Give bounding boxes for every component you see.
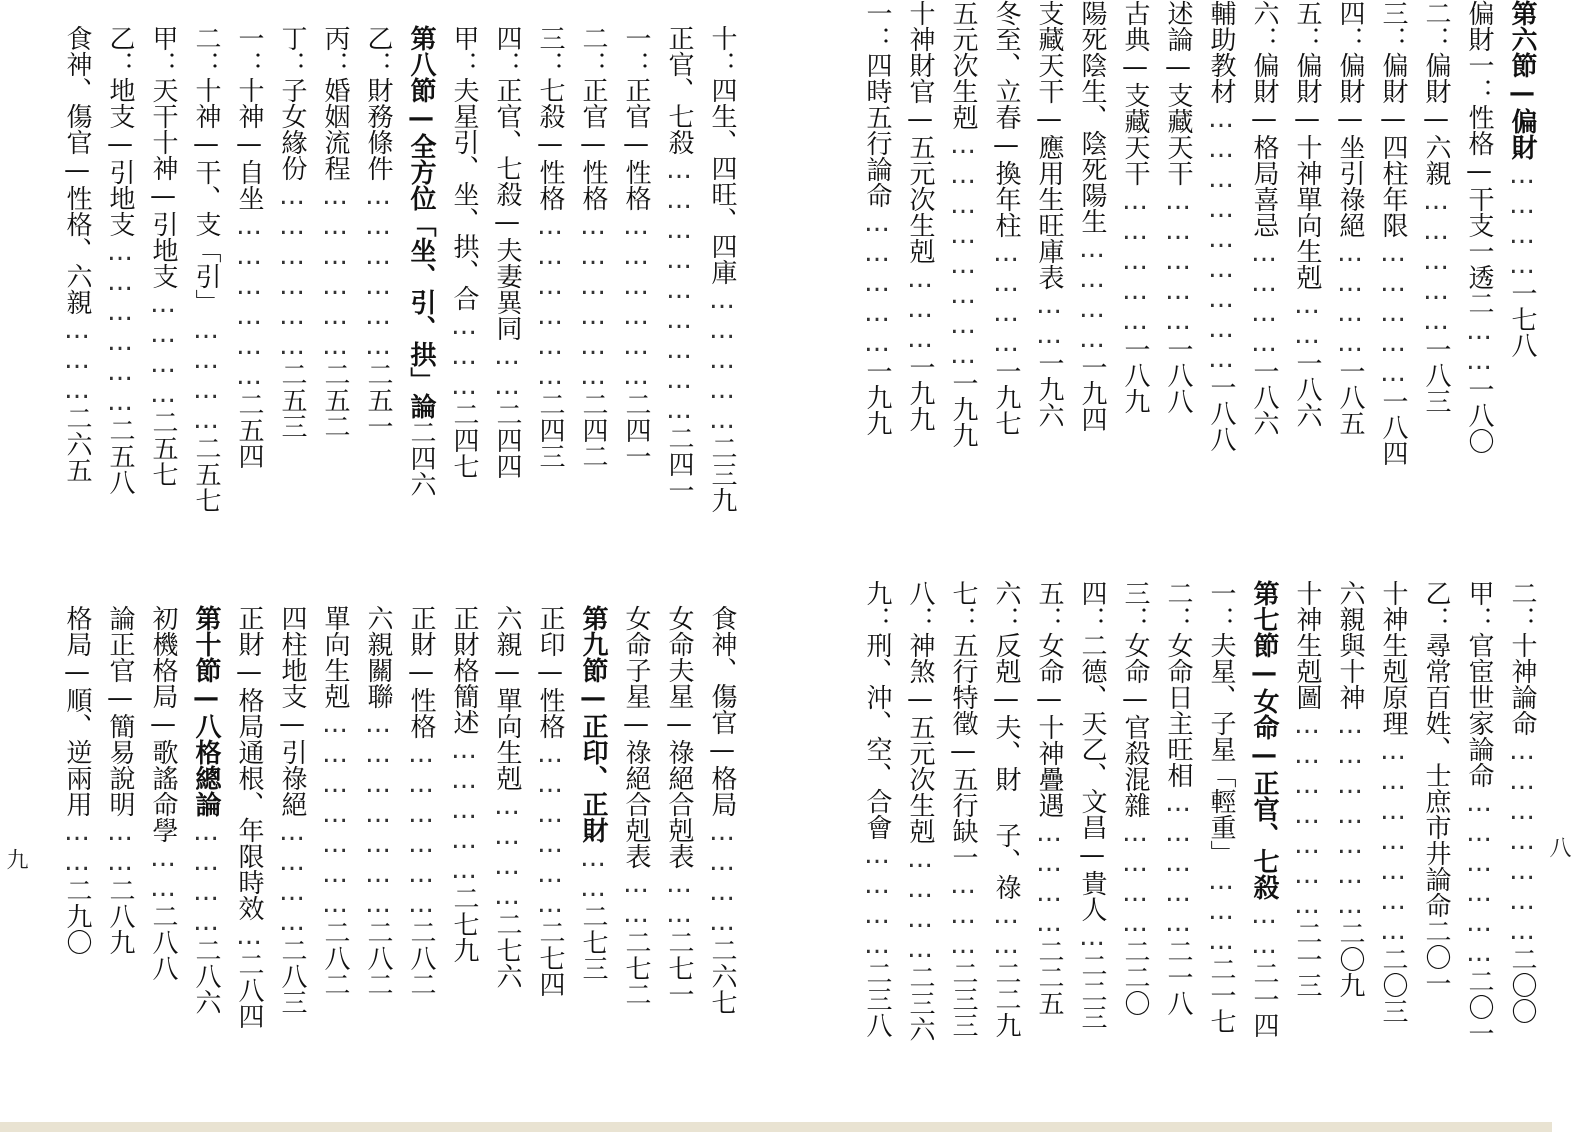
toc-entry-page-number: 二二五 (1034, 938, 1064, 1016)
toc-entry-leader: …… (578, 843, 608, 903)
toc-entry-page-number: 二八三 (277, 937, 307, 1015)
toc-entry-page-number: 二八九 (105, 877, 135, 955)
toc-entry (1504, 580, 1540, 1110)
toc-entry-title: 五元次生剋 (948, 0, 978, 130)
toc-entry-title: 輔助教材 (1206, 0, 1236, 104)
toc-entry-leader: …………… (862, 208, 892, 358)
toc-entry-leader: …………… (1163, 186, 1193, 336)
toc-entry-leader: ……………… (320, 181, 350, 361)
toc-entry (489, 25, 525, 550)
toc-entry-title: 初機格局—歌謠命學 (148, 605, 178, 843)
toc-entry-title: 二：正官—性格 (578, 25, 608, 211)
toc-entry-page-number: 二〇〇 (1507, 946, 1537, 1024)
toc-entry-title: 女命子星—祿絕合剋表 (621, 605, 651, 869)
toc-entry (1289, 580, 1325, 1110)
toc-entry-leader: ……………… (234, 211, 264, 391)
toc-entry-title: 陽死陰生、陰死陽生 (1077, 0, 1107, 234)
page-folio-right: 八 (1546, 836, 1571, 858)
toc-entry-title: 乙：地支—引地支 (105, 25, 135, 237)
toc-entry (1246, 0, 1282, 530)
toc-entry-leader: … (1077, 922, 1107, 952)
toc-entry-page-number: 一八五 (1335, 358, 1365, 436)
toc-entry-page-number: 一八八 (1206, 374, 1236, 452)
toc-entry-page-number: 二五一 (363, 361, 393, 439)
toc-entry-title: 五：偏財—十神單向生剋 (1292, 0, 1322, 290)
toc-entry (1418, 0, 1454, 530)
toc-entry (231, 25, 267, 550)
toc-quadrant-right-bottom (840, 580, 1540, 1110)
toc-entry-page-number: 一九四 (1077, 354, 1107, 432)
toc-entry (1074, 0, 1110, 530)
toc-entry-leader: …… (664, 869, 694, 929)
toc-entry-page-number: 二五三 (277, 361, 307, 439)
toc-entry-page-number: 一八〇 (1464, 376, 1494, 454)
toc-entry-page-number: 二〇一 (1464, 968, 1494, 1046)
toc-quadrant-right-top (840, 0, 1540, 530)
toc-entry-leader: ……………… (277, 181, 307, 361)
page-folio-left: 九 (3, 848, 28, 870)
toc-entry-page-number: 一九九 (948, 370, 978, 448)
toc-entry-title: 六親與十神 (1335, 580, 1365, 710)
toc-entry-page-number: 一八八 (1163, 336, 1193, 414)
toc-entry-title: 食神、傷官—性格、六親 (62, 25, 92, 315)
toc-entry-page-number: 二六七 (707, 937, 737, 1015)
toc-entry (102, 25, 138, 550)
toc-entry-page-number: 二八二 (406, 919, 436, 997)
toc-entry-page-number: 二五四 (234, 391, 264, 469)
toc-entry-title: 正財—性格 (406, 605, 436, 739)
toc-entry-page-number: 二八二 (363, 919, 393, 997)
toc-entry-title: 古典—支藏天干 (1120, 0, 1150, 186)
toc-entry-title: 二：女命日主旺相 (1163, 580, 1193, 788)
toc-entry-leader: …………… (1421, 186, 1451, 336)
toc-entry-title: 甲：官宦世家論命 (1464, 580, 1494, 788)
toc-entry-leader: ………… (1034, 818, 1064, 938)
toc-entry-page-number: 二三三 (948, 960, 978, 1038)
toc-entry-title: 三：女命—官殺混雜 (1120, 580, 1150, 818)
toc-entry-leader: …………… (1120, 186, 1150, 336)
toc-entry-leader: ………………… (363, 709, 393, 919)
toc-entry (59, 605, 95, 1130)
toc-entry-leader: …………… (1378, 238, 1408, 388)
toc-entry-title: 二：十神論命 (1507, 580, 1537, 736)
toc-entry-page-number: 一八九 (1120, 336, 1150, 414)
toc-entry (945, 580, 981, 1110)
toc-entry-title: 述論—支藏天干 (1163, 0, 1193, 186)
toc-entry (1289, 0, 1325, 530)
toc-entry-page-number: 一八六 (1292, 350, 1322, 428)
toc-entry-title: 四：偏財—坐引祿絕 (1335, 0, 1365, 238)
toc-entry-leader: ………………… (1292, 710, 1322, 920)
toc-entry-title: 十神生剋原理 (1378, 580, 1408, 736)
toc-entry-leader: …… (991, 900, 1021, 960)
toc-entry (1504, 0, 1540, 530)
toc-entry-page-number: 一九七 (991, 358, 1021, 436)
toc-entry-leader: ………… (1120, 818, 1150, 938)
toc-entry-leader: ………… (191, 315, 221, 435)
toc-entry-title: 第十節—八格總論 (191, 605, 221, 817)
toc-entry (1031, 580, 1067, 1110)
toc-entry-leader: ……………… (578, 211, 608, 391)
toc-entry-leader: …………… (707, 285, 737, 435)
toc-entry-leader: …………………… (948, 130, 978, 370)
toc-entry (403, 605, 439, 1130)
toc-entry (145, 605, 181, 1130)
toc-entry-title: 偏財一：性格—干支一透二 (1464, 0, 1494, 316)
toc-entry (1160, 580, 1196, 1110)
toc-entry-page-number: 二八八 (148, 903, 178, 981)
toc-entry-page-number: 二一八 (1163, 938, 1193, 1016)
toc-entry-page-number: 二五七 (191, 435, 221, 513)
toc-entry-leader: ………… (1507, 160, 1537, 280)
toc-entry-page-number: 一七八 (1507, 280, 1537, 358)
toc-entry (188, 605, 224, 1130)
toc-entry (1203, 0, 1239, 530)
toc-entry-page-number: 二八四 (234, 951, 264, 1029)
toc-entry-title: 八：神煞—五元次生剋 (905, 580, 935, 844)
toc-entry-leader: ……… (905, 264, 935, 354)
toc-entry-title: 正財—格局通根、年限時效 (234, 605, 264, 921)
toc-entry (1461, 0, 1497, 530)
toc-entry-page-number: 二一三 (1292, 920, 1322, 998)
toc-entry-leader: …………… (449, 735, 479, 885)
toc-entry-title: 二：十神—干、支「引」 (191, 25, 221, 315)
toc-entry (575, 25, 611, 550)
toc-entry-page-number: 一八四 (1378, 388, 1408, 466)
toc-entry-leader: … (234, 921, 264, 951)
toc-entry-title: 乙：財務條件 (363, 25, 393, 181)
toc-entry-title: 五：女命—十神疊遇 (1034, 580, 1064, 818)
toc-entry-title: 第六節—偏財 (1507, 0, 1537, 160)
toc-entry-title: 正印—性格 (535, 605, 565, 739)
toc-entry-leader: …… (105, 817, 135, 877)
toc-entry-title: 六：反剋—夫、財 子、祿 (991, 580, 1021, 900)
toc-entry-leader: ………………… (1378, 736, 1408, 946)
toc-entry-title: 九：刑、沖、空、合會 (862, 580, 892, 840)
toc-entry-title: 四：正官、七殺—夫妻異同 (492, 25, 522, 341)
toc-entry-leader: …… (1249, 900, 1279, 960)
toc-entry-leader: ………… (277, 817, 307, 937)
toc-entry (988, 580, 1024, 1110)
toc-entry-title: 甲：天干十神—引地支 (148, 25, 178, 289)
toc-entry-title: 第八節—全方位「坐、引、拱」論 (406, 25, 436, 419)
toc-entry (274, 605, 310, 1130)
toc-entry (446, 605, 482, 1130)
toc-entry (1246, 580, 1282, 1110)
toc-entry-page-number: 二五七 (148, 409, 178, 487)
toc-entry-page-number: 二九〇 (62, 877, 92, 955)
toc-entry-page-number: 二三六 (905, 964, 935, 1042)
toc-entry (532, 25, 568, 550)
toc-entry-leader: ………… (905, 844, 935, 964)
toc-entry-leader: ……………… (535, 739, 565, 919)
toc-entry-page-number: 二七四 (535, 919, 565, 997)
toc-entry-leader: …… (1464, 316, 1494, 376)
toc-entry-title: 冬至、立春—換年柱 (991, 0, 1021, 238)
toc-entry-page-number: 二七九 (449, 885, 479, 963)
toc-entry-page-number: 二三九 (707, 435, 737, 513)
toc-entry (1461, 580, 1497, 1110)
toc-entry-leader: …… (492, 341, 522, 401)
toc-entry-leader: ……… (449, 311, 479, 401)
toc-entry (704, 605, 740, 1130)
toc-entry-page-number: 一八三 (1421, 336, 1451, 414)
toc-entry-title: 六親—單向生剋 (492, 605, 522, 791)
toc-entry (902, 580, 938, 1110)
toc-entry-title: 十神財官—五元次生剋 (905, 0, 935, 264)
toc-entry-leader: ………………… (320, 709, 350, 919)
toc-entry (859, 580, 895, 1110)
toc-quadrant-left-bottom (40, 605, 740, 1130)
toc-entry-page-number: 一九九 (862, 358, 892, 436)
toc-entry (274, 25, 310, 550)
toc-entry-page-number: 二三八 (862, 960, 892, 1038)
toc-entry (1031, 0, 1067, 530)
toc-entry-title: 正官、七殺 (664, 25, 694, 155)
toc-entry-page-number: 二四一 (664, 425, 694, 503)
toc-entry-page-number: 二七三 (578, 903, 608, 981)
toc-entry-leader: ………… (1335, 238, 1365, 358)
toc-entry-leader: ……………… (105, 237, 135, 417)
toc-entry (145, 25, 181, 550)
toc-entry-page-number: 二八六 (191, 937, 221, 1015)
toc-entry (902, 0, 938, 530)
toc-entry-page-number: 二七六 (492, 911, 522, 989)
toc-entry (1160, 0, 1196, 530)
toc-entry-page-number: 二〇一 (1421, 918, 1451, 996)
toc-entry (988, 0, 1024, 530)
toc-entry-page-number: 二五二 (320, 361, 350, 439)
toc-entry-leader: ……………… (621, 211, 651, 391)
toc-entry-page-number: 一八六 (1249, 358, 1279, 436)
toc-entry-leader: ……… (948, 870, 978, 960)
toc-entry (317, 605, 353, 1130)
toc-entry-title: 支藏天干—應用生旺庫表 (1034, 0, 1064, 290)
toc-entry-leader: …… (621, 869, 651, 929)
toc-entry-leader: ……………… (535, 211, 565, 391)
toc-quadrant-left-top (40, 25, 740, 550)
toc-entry (661, 25, 697, 550)
toc-entry-page-number: 二四七 (449, 401, 479, 479)
toc-entry-page-number: 二〇九 (1335, 920, 1365, 998)
toc-entry (360, 25, 396, 550)
toc-entry-leader: ………………… (1335, 710, 1365, 920)
toc-entry (532, 605, 568, 1130)
toc-entry (945, 0, 981, 530)
toc-entry-leader: ………… (1077, 234, 1107, 354)
toc-entry (317, 25, 353, 550)
toc-entry-title: 一：四時五行論命 (862, 0, 892, 208)
toc-entry-title: 一：夫星、子星「輕重」 (1206, 580, 1236, 866)
toc-entry-title: 四：二德、天乙、文昌—貴人 (1077, 580, 1107, 922)
toc-entry (1375, 0, 1411, 530)
toc-entry-page-number: 二四四 (492, 401, 522, 479)
toc-entry-page-number: 二一四 (1249, 960, 1279, 1038)
toc-entry-leader: ………… (191, 817, 221, 937)
toc-entry-title: 甲：夫星引、坐、拱、合 (449, 25, 479, 311)
toc-entry-leader: ………… (707, 817, 737, 937)
toc-entry-leader: …… (62, 817, 92, 877)
toc-entry-title: 二：偏財—六親 (1421, 0, 1451, 186)
toc-entry (1332, 0, 1368, 530)
toc-entry-page-number: 一九九 (905, 354, 935, 432)
toc-entry-leader: ………… (862, 840, 892, 960)
toc-entry-leader: ……… (1206, 866, 1236, 956)
toc-entry-leader: …… (148, 843, 178, 903)
toc-entry-title: 一：十神—自坐 (234, 25, 264, 211)
toc-entry (360, 605, 396, 1130)
toc-entry-title: 丙：婚姻流程 (320, 25, 350, 181)
toc-entry-title: 第九節—正印、正財 (578, 605, 608, 843)
toc-entry-page-number: 二二九 (991, 960, 1021, 1038)
toc-entry-page-number: 二四三 (535, 391, 565, 469)
toc-entry-leader: ………… (492, 791, 522, 911)
toc-entry (1203, 580, 1239, 1110)
toc-entry-leader: ……………… (363, 181, 393, 361)
toc-entry-leader: ………… (991, 238, 1021, 358)
toc-entry-leader: ……………………… (664, 155, 694, 425)
toc-entry-title: 論正官—簡易說明 (105, 605, 135, 817)
toc-entry-page-number: 二二三 (1077, 952, 1107, 1030)
toc-entry (618, 605, 654, 1130)
toc-entry (1117, 580, 1153, 1110)
toc-entry (403, 25, 439, 550)
toc-entry-leader: ……………… (406, 739, 436, 919)
toc-entry-title: 四柱地支—引祿絕 (277, 605, 307, 817)
toc-entry-page-number: 二二〇 (1120, 938, 1150, 1016)
toc-entry-title: 女命夫星—祿絕合剋表 (664, 605, 694, 869)
toc-entry-page-number: 二四一 (621, 391, 651, 469)
toc-entry (59, 25, 95, 550)
toc-entry-title: 格局—順、逆兩用 (62, 605, 92, 817)
toc-entry-title: 一：正官—性格 (621, 25, 651, 211)
toc-entry-title: 第七節—女命—正官、七殺 (1249, 580, 1279, 900)
toc-entry-title: 七：五行特徵—五行缺一 (948, 580, 978, 870)
toc-entry-leader: ………………… (1507, 736, 1537, 946)
toc-entry (618, 25, 654, 550)
toc-entry-title: 食神、傷官—格局 (707, 605, 737, 817)
toc-entry-leader: …… (1292, 290, 1322, 350)
toc-entry-page-number: 二四六 (406, 419, 436, 497)
toc-entry (188, 25, 224, 550)
toc-entry (704, 25, 740, 550)
toc-entry-page-number: 二七一 (664, 929, 694, 1007)
toc-entry-title: 丁：子女緣份 (277, 25, 307, 181)
toc-entry-page-number: 二六五 (62, 405, 92, 483)
toc-entry (231, 605, 267, 1130)
toc-entry (102, 605, 138, 1130)
toc-entry-leader: …………… (1163, 788, 1193, 938)
toc-entry-leader: ……………………… (1206, 104, 1236, 374)
toc-entry-title: 六親關聯 (363, 605, 393, 709)
toc-entry-page-number: 二四二 (578, 391, 608, 469)
toc-entry (661, 605, 697, 1130)
scan-bottom-edge (0, 1122, 1552, 1132)
toc-entry-leader: …… (1034, 290, 1064, 350)
toc-entry (1074, 580, 1110, 1110)
toc-entry (1117, 0, 1153, 530)
toc-entry-title: 三：偏財—四柱年限 (1378, 0, 1408, 238)
toc-entry (859, 0, 895, 530)
toc-entry (1332, 580, 1368, 1110)
toc-entry (446, 25, 482, 550)
toc-entry-title: 六：偏財—格局喜忌 (1249, 0, 1279, 238)
toc-entry-page-number: 二五八 (105, 417, 135, 495)
toc-entry-page-number: 二一七 (1206, 956, 1236, 1034)
toc-entry-page-number: 二〇三 (1378, 946, 1408, 1024)
toc-entry-leader: ……………… (1464, 788, 1494, 968)
toc-entry-page-number: 一九六 (1034, 350, 1064, 428)
toc-entry-title: 單向生剋 (320, 605, 350, 709)
toc-entry-title: 三：七殺—性格 (535, 25, 565, 211)
toc-entry (575, 605, 611, 1130)
toc-entry (1375, 580, 1411, 1110)
toc-entry-page-number: 二七二 (621, 929, 651, 1007)
toc-entry-title: 十：四生、四旺、四庫 (707, 25, 737, 285)
toc-entry-page-number: 二八二 (320, 919, 350, 997)
toc-entry-leader: ………… (148, 289, 178, 409)
toc-entry-leader: ……… (62, 315, 92, 405)
toc-entry-title: 十神生剋圖 (1292, 580, 1322, 710)
toc-entry-leader: ………… (1249, 238, 1279, 358)
toc-entry (1418, 580, 1454, 1110)
toc-entry-title: 正財格簡述 (449, 605, 479, 735)
toc-entry (489, 605, 525, 1130)
toc-entry-title: 乙：尋常百姓、士庶市井論命 (1421, 580, 1451, 918)
